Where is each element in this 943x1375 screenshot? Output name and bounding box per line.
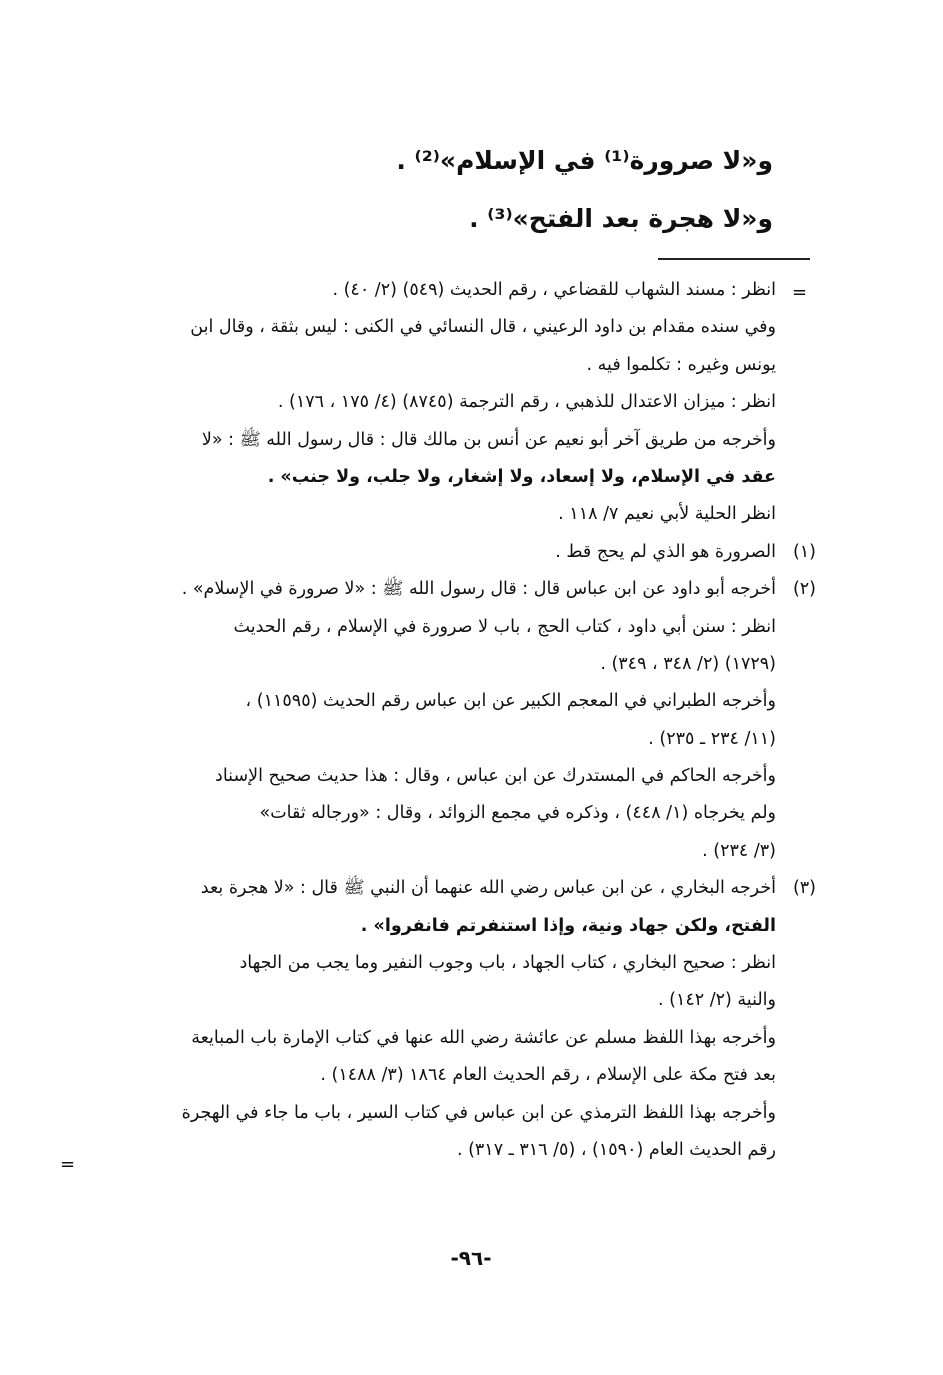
footnote-text: أخرجه البخاري ، عن ابن عباس رضي الله عنهما أن النبي ﷺ قال : «لا هجرة بعد bbox=[200, 878, 776, 899]
footnotes bbox=[100, 272, 816, 1169]
continuation-mark: = bbox=[792, 282, 808, 303]
footnote-1 bbox=[100, 534, 816, 571]
footnote-line: وأخرجه الطبراني في المعجم الكبير عن ابن عباس رقم الحديث (١١٥٩٥) ، bbox=[245, 691, 776, 712]
footnote-line: انظر الحلية لأبي نعيم ٧/ ١١٨ . bbox=[558, 504, 776, 525]
footnote-marker: (٢) bbox=[792, 579, 816, 600]
footnote-line: (١١/ ٢٣٤ ـ ٢٣٥) . bbox=[648, 728, 776, 749]
footnote-line: وأخرجه بهذا اللفظ الترمذي عن ابن عباس في كتاب السير ، باب ما جاء في الهجرة bbox=[181, 1102, 776, 1123]
footnote-text: الصرورة هو الذي لم يحج قط . bbox=[555, 541, 776, 562]
footnote-line: رقم الحديث العام (١٥٩٠) ، (٥/ ٣١٦ ـ ٣١٧) . bbox=[456, 1139, 776, 1160]
footnote-line: وفي سنده مقدام بن داود الرعيني ، قال النسائي في الكنى : ليس بثقة ، وقال ابن bbox=[190, 317, 776, 338]
footnote-line: ولم يخرجاه (١/ ٤٤٨) ، وذكره في مجمع الزوائد ، وقال : «ورجاله ثقات» bbox=[259, 803, 776, 824]
continuation-mark: = bbox=[60, 1154, 76, 1175]
footnote-line: انظر : سنن أبي داود ، كتاب الحج ، باب لا صرورة في الإسلام ، رقم الحديث bbox=[233, 616, 776, 637]
footnote-text: أخرجه أبو داود عن ابن عباس قال : قال رسول الله ﷺ : «لا صرورة في الإسلام» . bbox=[181, 579, 776, 600]
footnote-line: الفتح، ولكن جهاد ونية، وإذا استنفرتم فانفروا» . bbox=[360, 915, 776, 936]
main-text-line: و«لا صرورة⁽¹⁾ في الإسلام»⁽²⁾ . bbox=[396, 146, 773, 175]
footnote-separator-rule bbox=[658, 258, 810, 260]
footnote-line: انظر : ميزان الاعتدال للذهبي ، رقم الترجمة (٨٧٤٥) (٤/ ١٧٥ ، ١٧٦) . bbox=[277, 392, 776, 413]
footnote-line: (١٧٢٩) (٢/ ٣٤٨ ، ٣٤٩) . bbox=[600, 653, 776, 674]
footnote-line: وأخرجه بهذا اللفظ مسلم عن عائشة رضي الله عنها في كتاب الإمارة باب المبايعة bbox=[191, 1027, 776, 1048]
footnote-line: والنية (٢/ ١٤٢) . bbox=[657, 990, 776, 1011]
footnote-line: (٣/ ٢٣٤) . bbox=[702, 840, 776, 861]
main-text bbox=[213, 132, 773, 248]
footnote-line: عقد في الإسلام، ولا إسعاد، ولا إشغار، ولا جلب، ولا جنب» . bbox=[267, 466, 776, 487]
footnote-line: انظر : صحيح البخاري ، كتاب الجهاد ، باب وجوب النفير وما يجب من الجهاد bbox=[239, 953, 776, 974]
footnote-marker: (١) bbox=[792, 541, 816, 562]
footnote-line: وأخرجه الحاكم في المستدرك عن ابن عباس ، وقال : هذا حديث صحيح الإسناد bbox=[215, 766, 776, 787]
main-text-line: و«لا هجرة بعد الفتح»⁽³⁾ . bbox=[469, 204, 773, 233]
footnote-2 bbox=[100, 571, 816, 608]
footnote-3 bbox=[100, 870, 816, 907]
footnote-line: وأخرجه من طريق آخر أبو نعيم عن أنس بن مالك قال : قال رسول الله ﷺ : «لا bbox=[201, 429, 776, 450]
footnote-line: بعد فتح مكة على الإسلام ، رقم الحديث العام ١٨٦٤ (٣/ ١٤٨٨) . bbox=[320, 1065, 776, 1086]
page-number: -٩٦- bbox=[450, 1246, 492, 1270]
footnote-marker: (٣) bbox=[792, 878, 816, 899]
footnote-line: يونس وغيره : تكلموا فيه . bbox=[586, 354, 776, 375]
footnote-line: انظر : مسند الشهاب للقضاعي ، رقم الحديث (٥٤٩) (٢/ ٤٠) . bbox=[332, 280, 776, 300]
